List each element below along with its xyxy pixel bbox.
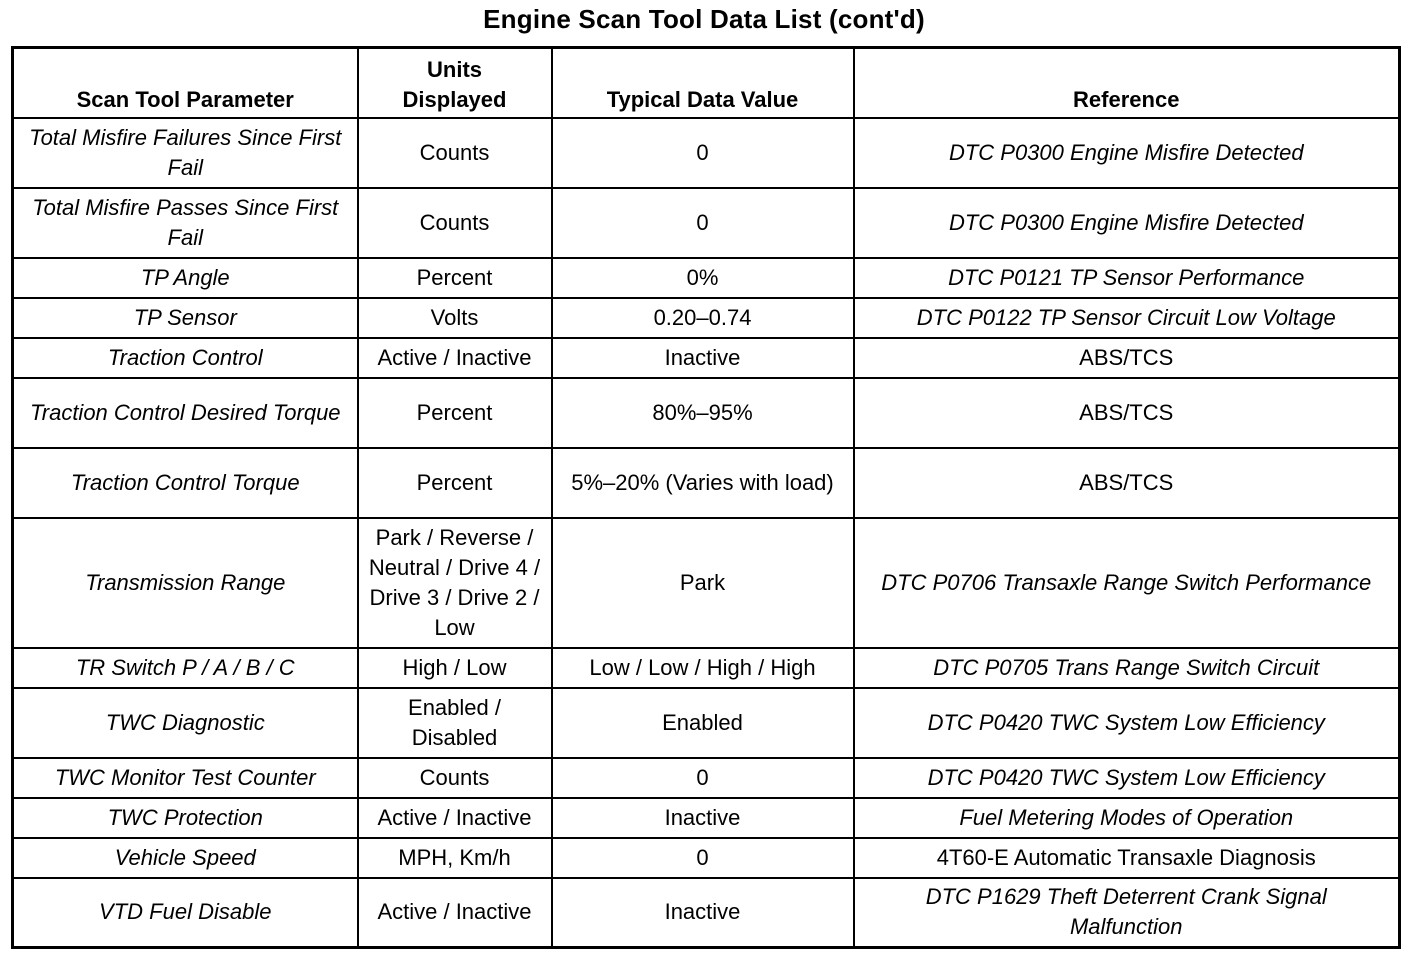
cell-units: Counts [358,118,552,188]
cell-units: Volts [358,298,552,338]
cell-reference: DTC P0420 TWC System Low Efficiency [854,688,1400,758]
cell-reference: DTC P0122 TP Sensor Circuit Low Voltage [854,298,1400,338]
cell-reference: DTC P1629 Theft Deterrent Crank Signal Malfunction [854,878,1400,948]
cell-parameter: Transmission Range [13,518,358,648]
cell-units: MPH, Km/h [358,838,552,878]
cell-typical: Low / Low / High / High [552,648,854,688]
cell-parameter: Vehicle Speed [13,838,358,878]
cell-parameter: TR Switch P / A / B / C [13,648,358,688]
table-row [13,448,1400,518]
table-row [13,648,1400,688]
cell-reference: ABS/TCS [854,448,1400,518]
cell-parameter: TP Sensor [13,298,358,338]
cell-parameter: TWC Monitor Test Counter [13,758,358,798]
cell-typical: 80%–95% [552,378,854,448]
table-row [13,758,1400,798]
table-row [13,378,1400,448]
cell-typical: 0 [552,188,854,258]
cell-parameter: Traction Control [13,338,358,378]
table-body [13,118,1400,948]
table-row [13,258,1400,298]
cell-units: Active / Inactive [358,798,552,838]
scan-tool-data-table [11,46,1401,949]
cell-parameter: TWC Diagnostic [13,688,358,758]
header-units: Units Displayed [358,48,552,118]
cell-reference: DTC P0121 TP Sensor Performance [854,258,1400,298]
cell-reference: DTC P0706 Transaxle Range Switch Performance [854,518,1400,648]
cell-parameter: TP Angle [13,258,358,298]
cell-parameter: VTD Fuel Disable [13,878,358,948]
cell-typical: Inactive [552,878,854,948]
table-row [13,878,1400,948]
cell-typical: Park [552,518,854,648]
table-row [13,118,1400,188]
cell-typical: 0 [552,118,854,188]
cell-units: Active / Inactive [358,878,552,948]
cell-parameter: Total Misfire Passes Since First Fail [13,188,358,258]
cell-units: Percent [358,448,552,518]
header-parameter: Scan Tool Parameter [13,48,358,118]
table-row [13,188,1400,258]
cell-units: Active / Inactive [358,338,552,378]
cell-reference: ABS/TCS [854,338,1400,378]
cell-parameter: Traction Control Torque [13,448,358,518]
header-row [13,48,1400,118]
cell-reference: DTC P0420 TWC System Low Efficiency [854,758,1400,798]
table-row [13,798,1400,838]
cell-reference: DTC P0300 Engine Misfire Detected [854,118,1400,188]
table-row [13,688,1400,758]
cell-typical: 0% [552,258,854,298]
cell-reference: DTC P0300 Engine Misfire Detected [854,188,1400,258]
cell-parameter: TWC Protection [13,798,358,838]
table-row [13,338,1400,378]
cell-parameter: Traction Control Desired Torque [13,378,358,448]
cell-units: Percent [358,378,552,448]
table-row [13,518,1400,648]
cell-units: High / Low [358,648,552,688]
cell-typical: 0 [552,758,854,798]
cell-units: Percent [358,258,552,298]
cell-reference: Fuel Metering Modes of Operation [854,798,1400,838]
cell-typical: 0.20–0.74 [552,298,854,338]
table-row [13,838,1400,878]
cell-reference: ABS/TCS [854,378,1400,448]
table-row [13,298,1400,338]
header-typical: Typical Data Value [552,48,854,118]
cell-typical: 5%–20% (Varies with load) [552,448,854,518]
cell-typical: Inactive [552,338,854,378]
cell-units: Park / Reverse / Neutral / Drive 4 / Drive 3 / Drive 2 / Low [358,518,552,648]
cell-typical: Inactive [552,798,854,838]
cell-units: Counts [358,188,552,258]
cell-units: Counts [358,758,552,798]
cell-parameter: Total Misfire Failures Since First Fail [13,118,358,188]
cell-typical: 0 [552,838,854,878]
page-title: Engine Scan Tool Data List (cont'd) [483,4,925,34]
cell-units: Enabled / Disabled [358,688,552,758]
header-reference: Reference [854,48,1400,118]
cell-reference: 4T60-E Automatic Transaxle Diagnosis [854,838,1400,878]
cell-reference: DTC P0705 Trans Range Switch Circuit [854,648,1400,688]
cell-typical: Enabled [552,688,854,758]
